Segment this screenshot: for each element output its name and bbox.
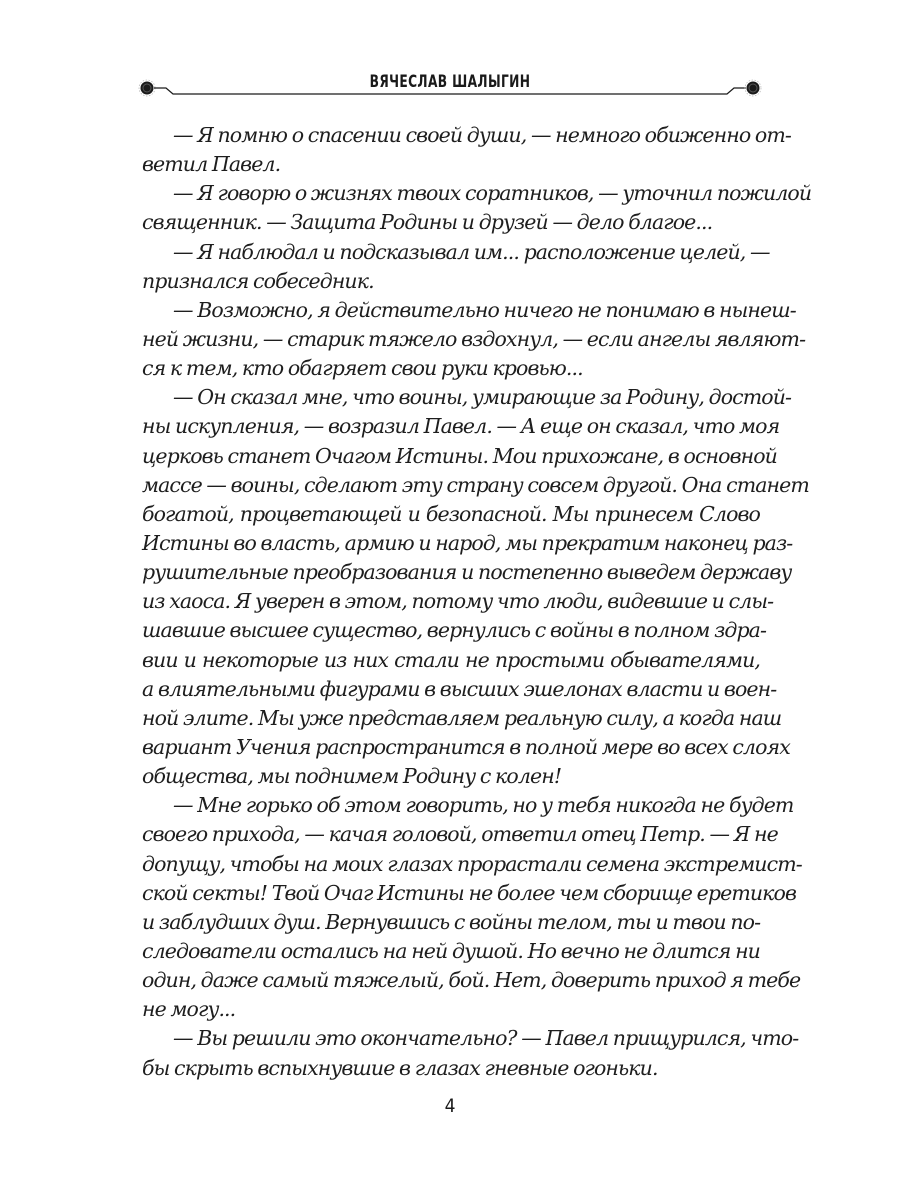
text-line: богатой, процветающей и безопасной. Мы принесем Слово [142, 501, 760, 526]
text-line: допущу, чтобы на моих глазах прорастали семена экстремист- [142, 851, 802, 876]
text-line: а влиятельными фигурами в высших эшелонах власти и воен- [142, 676, 777, 701]
text-line: один, даже самый тяжелый, бой. Нет, доверить приход я тебе [142, 968, 801, 993]
paragraph-first-line: — Вы решили это окончательно? — Павел прищурился, что- [173, 1026, 799, 1051]
page-number: 4 [444, 1095, 456, 1117]
body-text [142, 121, 812, 1083]
text-line: признался собеседник. [142, 268, 374, 293]
text-line: следователи остались на ней душой. Но вечно не длится ни [142, 938, 760, 963]
text-line: из хаоса. Я уверен в этом, потому что люди, видевшие и слы- [142, 589, 774, 614]
text-line: своего прихода, — качая головой, ответил отец Петр. — Я не [142, 822, 778, 847]
text-line: вии и некоторые из них стали не простыми обывателями, [142, 647, 760, 672]
text-line: ской секты! Твой Очаг Истины не более чем сборище еретиков [142, 880, 796, 905]
paragraph-first-line: — Я наблюдал и подсказывал им... расположение целей, — [173, 239, 770, 264]
paragraph-first-line: — Возможно, я действительно ничего не понимаю в нынеш- [173, 297, 796, 322]
text-line: ной элите. Мы уже представляем реальную силу, а когда наш [142, 705, 782, 730]
text-line: священник. — Защита Родины и друзей — дело благое... [142, 210, 713, 235]
text-line: массе — воины, сделают эту страну совсем другой. Она станет [142, 472, 809, 497]
text-line: вариант Учения распространится в полной мере во всех слоях [142, 734, 790, 759]
text-line: церковь станет Очагом Истины. Мои прихожане, в основной [142, 443, 777, 468]
text-line: общества, мы поднимем Родину с колен! [142, 764, 562, 789]
text-line: не могу... [142, 997, 236, 1022]
paragraph-first-line: — Я помню о спасении своей души, — немного обиженно от- [173, 123, 791, 147]
text-line: и заблудших душ. Вернувшись с войны телом, ты и твои по- [142, 909, 761, 934]
text-line: ней жизни, — старик тяжело вздохнул, — если ангелы являют- [142, 326, 806, 351]
text-line: ся к тем, кто обагряет свои руки кровью... [142, 356, 583, 381]
text-line: рушительные преобразования и постепенно выведем державу [142, 560, 792, 585]
text-line: бы скрыть вспыхнувшие в глазах гневные огоньки. [142, 1055, 658, 1080]
paragraph-first-line: — Он сказал мне, что воины, умирающие за Родину, достой- [173, 385, 792, 410]
author-name: ВЯЧЕСЛАВ ШАЛЫГИН [369, 72, 531, 92]
paragraph-first-line: — Я говорю о жизнях твоих соратников, — уточнил пожилой [173, 181, 812, 206]
text-line: ны искупления, — возразил Павел. — А еще он сказал, что моя [142, 414, 780, 439]
text-line: ветил Павел. [142, 152, 281, 177]
text-line: Истины во власть, армию и народ, мы прекратим наконец раз- [142, 530, 793, 555]
paragraph-first-line: — Мне горько об этом говорить, но у тебя никогда не будет [173, 793, 794, 818]
text-line: шавшие высшее существо, вернулись с войны в полном здра- [142, 618, 767, 643]
